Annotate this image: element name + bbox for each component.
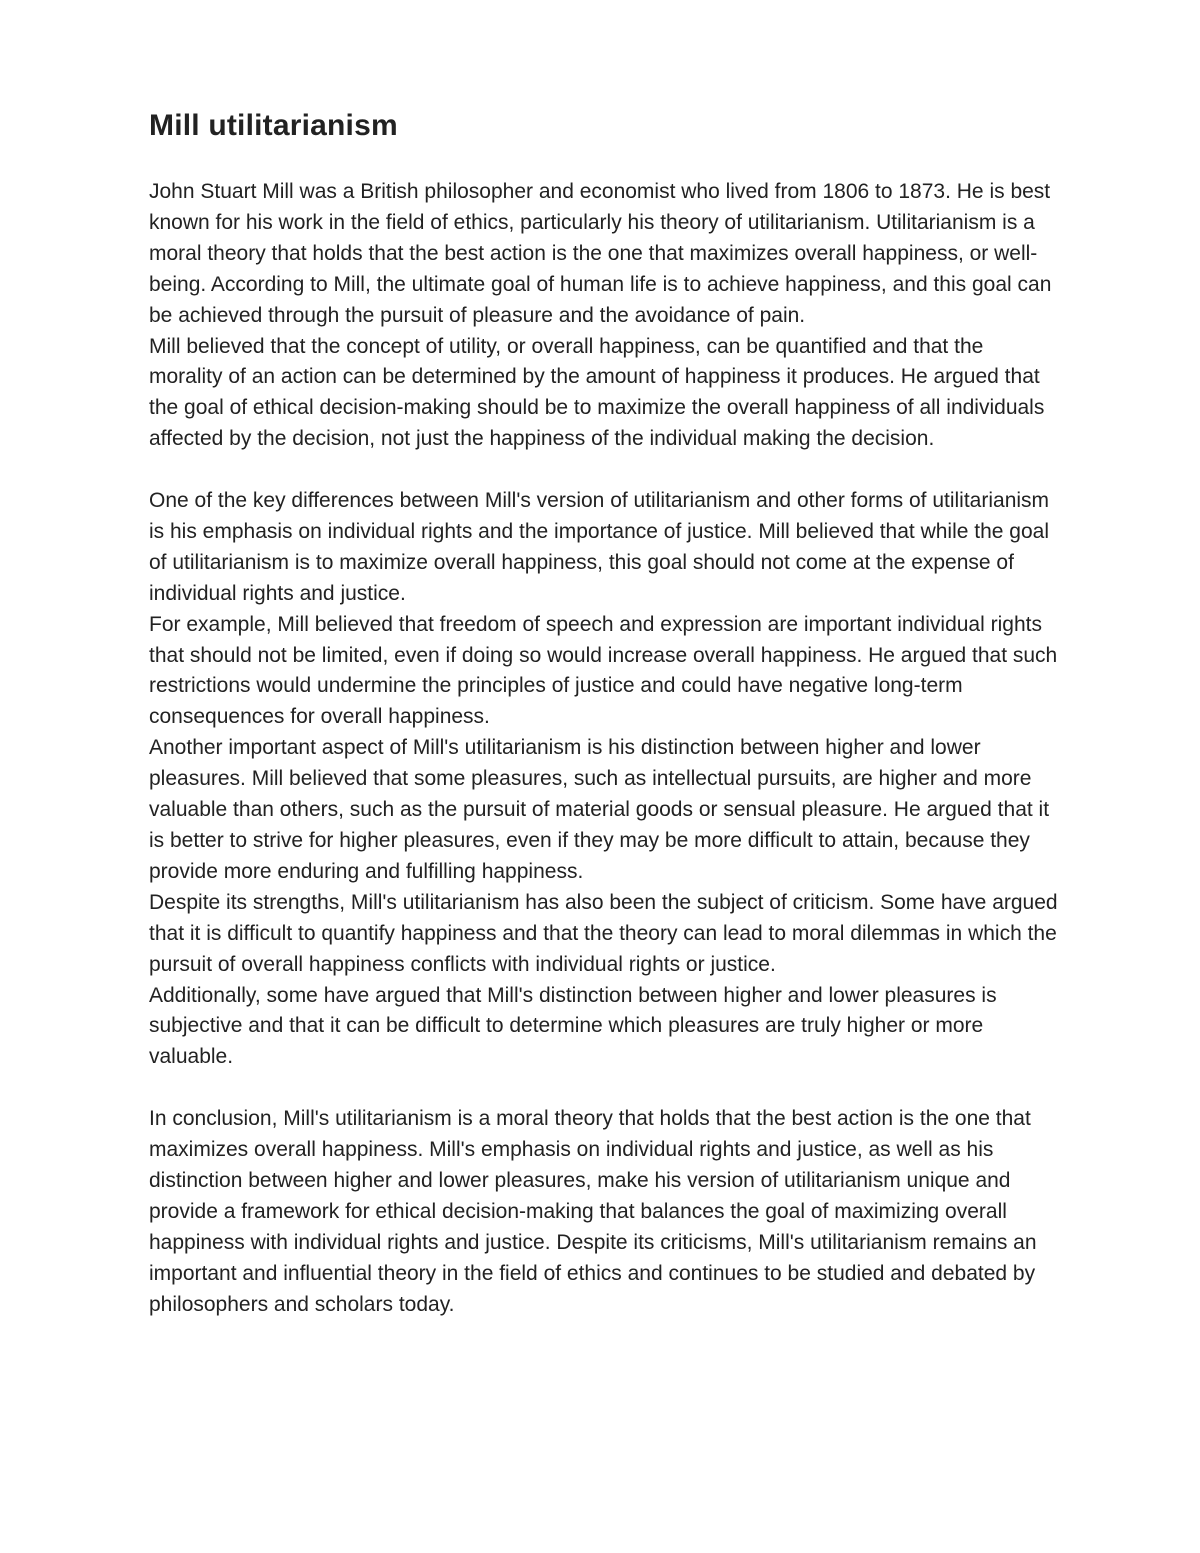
paragraph-intro: John Stuart Mill was a British philosopher and economist who lived from 1806 to 1873. He is best known for his work in the field of ethics, particularly his theory of utilitarianism. Utilitarianism is a moral theory that holds that the best action is the one that maximizes overall happiness, or well-being. According to Mill, the ultimate goal of human life is to achieve happiness, and this goal can be achieved through the pursuit of pleasure and the avoidance of pain.	[149, 180, 1052, 327]
document-body	[149, 104, 1059, 1321]
paragraph-additionally: Additionally, some have argued that Mill's distinction between higher and lower pleasures is subjective and that it can be difficult to determine which pleasures are truly higher or more valuable.	[149, 983, 997, 1069]
paragraph-conclusion: In conclusion, Mill's utilitarianism is a moral theory that holds that the best action is the one that maximizes overall happiness. Mill's emphasis on individual rights and justice, as well as his distinction between higher and lower pleasures, make his version of utilitarianism unique and provide a framework for ethical decision-making that balances the goal of maximizing overall happiness with individual rights and justice. Despite its criticisms, Mill's utilitarianism remains an important and influential theory in the field of ethics and continues to be studied and debated by philosophers and scholars today.	[149, 1107, 1037, 1316]
paragraph-key-differences: One of the key differences between Mill's version of utilitarianism and other forms of utilitarianism is his emphasis on individual rights and the importance of justice. Mill believed that while the goal of utilitarianism is to maximize overall happiness, this goal should not come at the expense of individual rights and justice.	[149, 489, 1050, 605]
paragraph-utility: Mill believed that the concept of utility, or overall happiness, can be quantified and that the morality of an action can be determined by the amount of happiness it produces. He argued that the goal of ethical decision-making should be to maximize the overall happiness of all individuals affected by the decision, not just the happiness of the individual making the decision.	[149, 334, 1045, 451]
paragraph-criticism: Despite its strengths, Mill's utilitarianism has also been the subject of criticism. Some have argued that it is difficult to quantify happiness and that the theory can lead to moral dilemmas in which the pursuit of overall happiness conflicts with individual rights or justice.	[149, 890, 1058, 976]
paragraph-spacer	[149, 1073, 1059, 1104]
paragraph-higher-lower: Another important aspect of Mill's utilitarianism is his distinction between higher and lower pleasures. Mill believed that some pleasures, such as intellectual pursuits, are higher and more valuable than others, such as the pursuit of material goods or sensual pleasure. He argued that it is better to strive for higher pleasures, even if they may be more difficult to attain, because they provide more enduring and fulfilling happiness.	[149, 736, 1050, 883]
paragraph-spacer	[149, 455, 1059, 486]
paragraph-example: For example, Mill believed that freedom of speech and expression are important individual rights that should not be limited, even if doing so would increase overall happiness. He argued that such restrictions would undermine the principles of justice and could have negative long-term consequences for overall happiness.	[149, 612, 1058, 729]
document-title: Mill utilitarianism	[149, 109, 398, 142]
